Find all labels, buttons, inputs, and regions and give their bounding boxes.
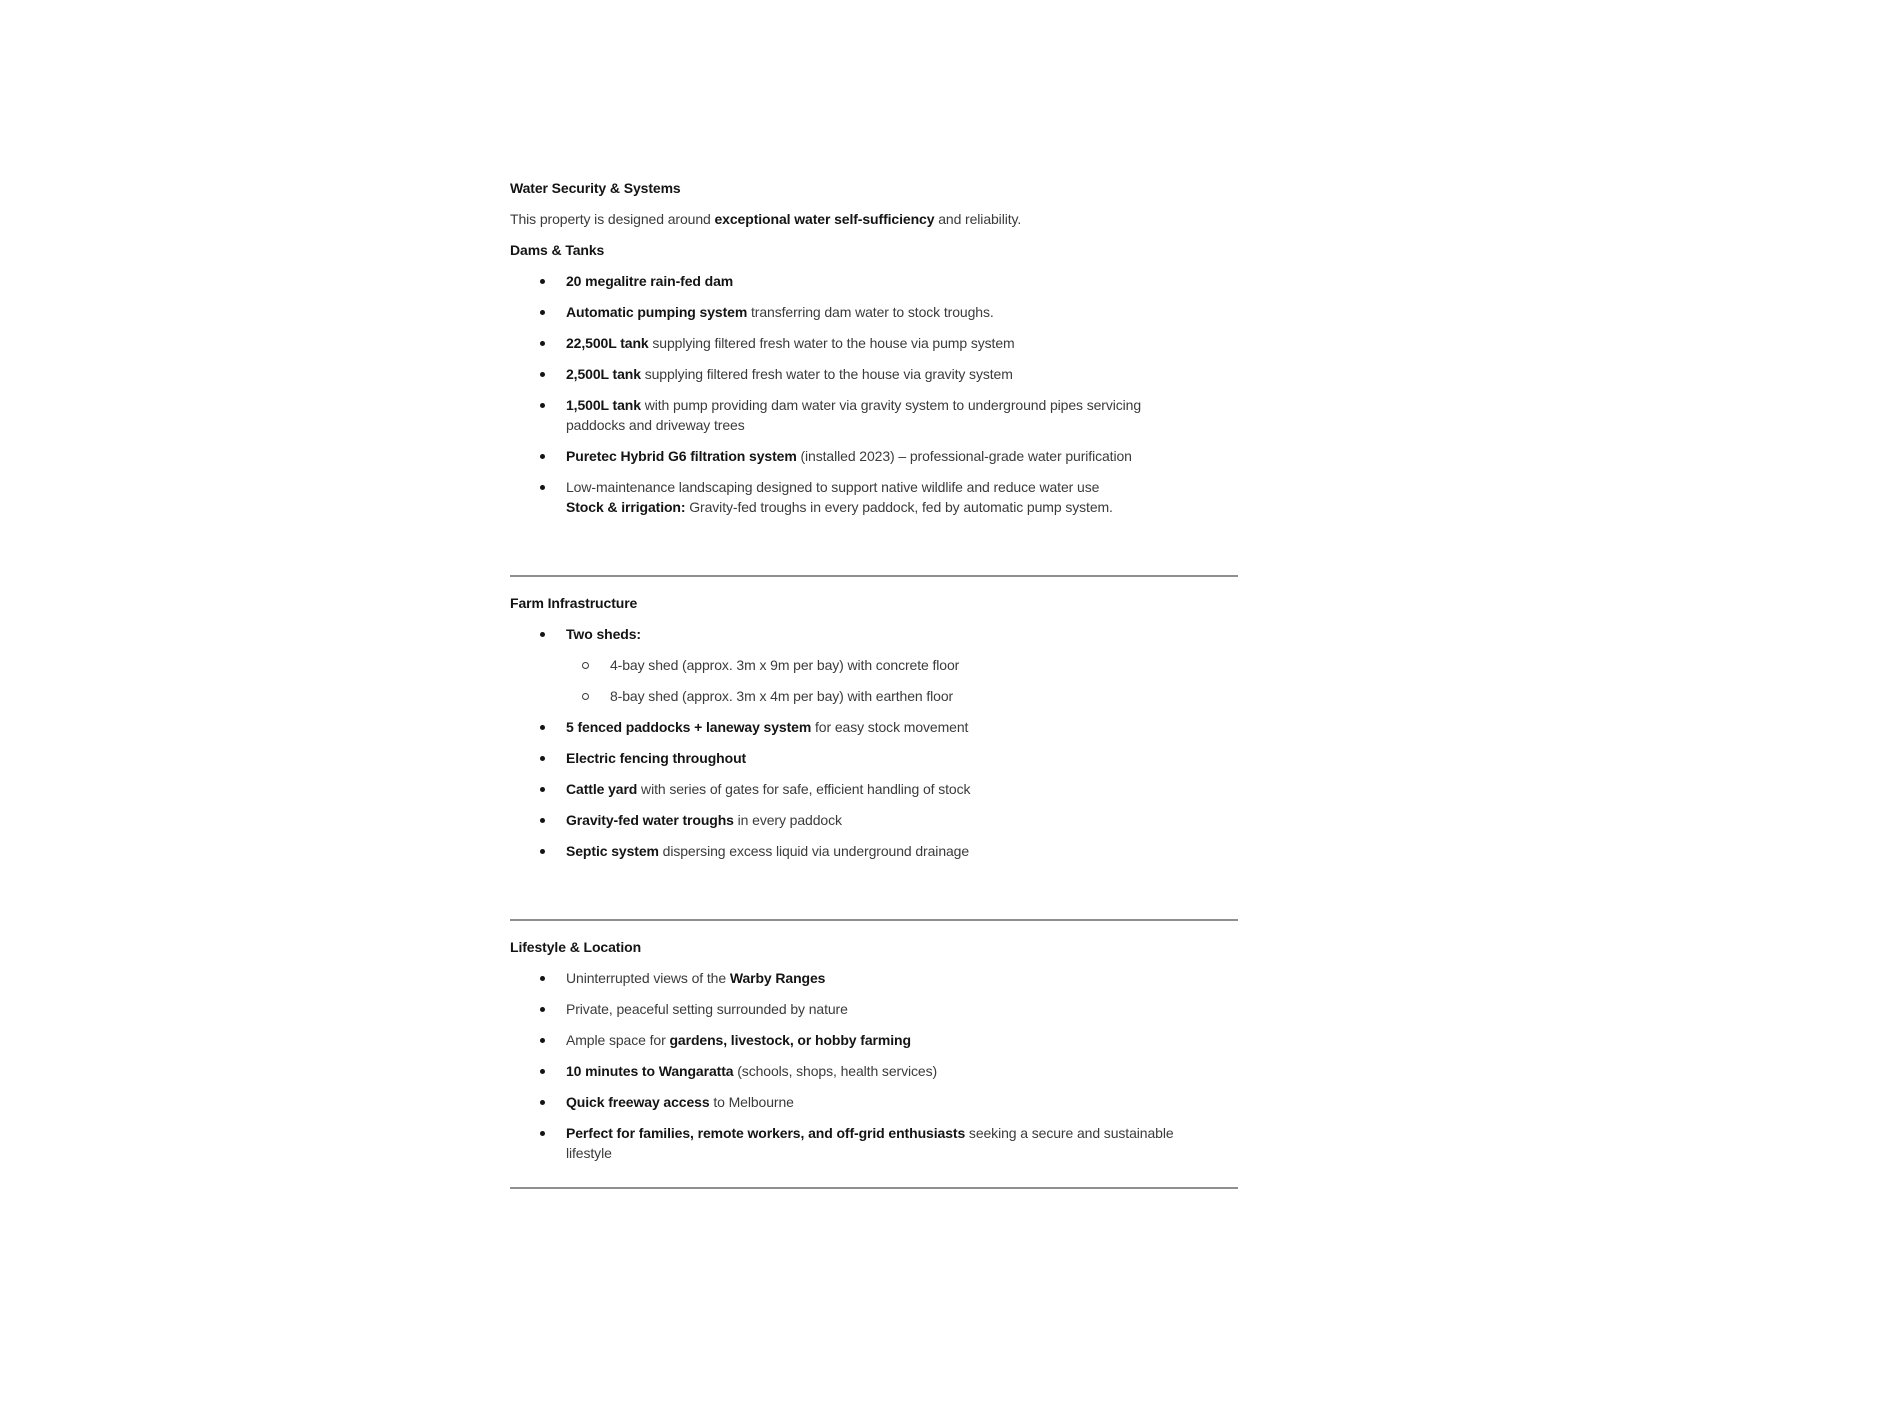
list-item xyxy=(510,271,1310,291)
bullet-icon xyxy=(540,302,566,315)
list-item-text: Two sheds: xyxy=(566,626,641,642)
document-page xyxy=(510,178,1310,1205)
list-item-text: Gravity-fed water troughs in every paddock xyxy=(566,812,842,828)
list-item-text: 1,500L tank with pump providing dam water via gravity system to underground pipes servicing paddocks and driveway trees xyxy=(566,397,1142,433)
list-item-text: Ample space for gardens, livestock, or hobby farming xyxy=(566,1032,911,1048)
list-item xyxy=(510,999,1310,1019)
section-divider xyxy=(510,1187,1238,1189)
list-item-text: 22,500L tank supplying filtered fresh water to the house via pump system xyxy=(566,335,1015,351)
list-item xyxy=(510,446,1310,466)
paragraph xyxy=(510,209,1310,229)
list-item-text: 2,500L tank supplying filtered fresh water to the house via gravity system xyxy=(566,366,1013,382)
circle-bullet-icon xyxy=(582,655,610,669)
section-heading-text: Dams & Tanks xyxy=(510,242,605,258)
bullet-icon xyxy=(540,271,566,284)
bullet-icon xyxy=(540,999,566,1012)
list-item xyxy=(510,302,1310,322)
section-divider xyxy=(510,919,1238,921)
section-heading-text: Lifestyle & Location xyxy=(510,939,642,955)
bullet-icon xyxy=(540,810,566,823)
list-item xyxy=(510,1123,1310,1163)
sub-list-item-text: 8-bay shed (approx. 3m x 4m per bay) with earthen floor xyxy=(610,688,954,704)
bullet-icon xyxy=(540,1123,566,1136)
list-item xyxy=(510,1061,1310,1081)
list-item-text: Uninterrupted views of the Warby Ranges xyxy=(566,970,826,986)
bullet-icon xyxy=(540,333,566,346)
list-item-text: Low-maintenance landscaping designed to support native wildlife and reduce water use Stock & irrigation: Gravity-fed troughs in every paddock, fed by automatic pump system. xyxy=(566,479,1113,515)
list-item xyxy=(510,624,1310,644)
section-heading xyxy=(510,178,1310,198)
list-item xyxy=(510,477,1310,517)
list-item xyxy=(510,395,1310,435)
list-item xyxy=(510,841,1310,861)
list-item xyxy=(510,1092,1310,1112)
section-heading-text: Farm Infrastructure xyxy=(510,595,638,611)
sub-list-item xyxy=(510,655,1310,675)
section-heading xyxy=(510,937,1310,957)
bullet-icon xyxy=(540,717,566,730)
bullet-icon xyxy=(540,624,566,637)
sub-list-item-text: 4-bay shed (approx. 3m x 9m per bay) with concrete floor xyxy=(610,657,960,673)
list-item xyxy=(510,968,1310,988)
bullet-icon xyxy=(540,968,566,981)
list-item xyxy=(510,717,1310,737)
bullet-icon xyxy=(540,477,566,490)
bullet-icon xyxy=(540,1030,566,1043)
list-item-text: 5 fenced paddocks + laneway system for easy stock movement xyxy=(566,719,969,735)
list-item-text: Septic system dispersing excess liquid via underground drainage xyxy=(566,843,970,859)
list-item xyxy=(510,748,1310,768)
list-item-text: Perfect for families, remote workers, and off-grid enthusiasts seeking a secure and sustainable lifestyle xyxy=(566,1125,1174,1161)
list-item-text: Cattle yard with series of gates for safe, efficient handling of stock xyxy=(566,781,971,797)
list-item-text: Automatic pumping system transferring dam water to stock troughs. xyxy=(566,304,994,320)
list-item xyxy=(510,1030,1310,1050)
section-heading xyxy=(510,593,1310,613)
circle-bullet-icon xyxy=(582,686,610,700)
list-item-text: Private, peaceful setting surrounded by nature xyxy=(566,1001,848,1017)
bullet-icon xyxy=(540,841,566,854)
list-item xyxy=(510,364,1310,384)
bullet-icon xyxy=(540,395,566,408)
bullet-icon xyxy=(540,364,566,377)
bullet-icon xyxy=(540,779,566,792)
bullet-icon xyxy=(540,446,566,459)
bullet-icon xyxy=(540,1092,566,1105)
list-item-text: 20 megalitre rain-fed dam xyxy=(566,273,734,289)
list-item xyxy=(510,810,1310,830)
section-heading xyxy=(510,240,1310,260)
bullet-icon xyxy=(540,1061,566,1074)
paragraph-text: This property is designed around exceptional water self-sufficiency and reliability. xyxy=(510,211,1022,227)
list-item xyxy=(510,333,1310,353)
sub-list-item xyxy=(510,686,1310,706)
list-item-text: Puretec Hybrid G6 filtration system (installed 2023) – professional-grade water purification xyxy=(566,448,1132,464)
list-item-text: Electric fencing throughout xyxy=(566,750,747,766)
list-item-text: 10 minutes to Wangaratta (schools, shops, health services) xyxy=(566,1063,938,1079)
bullet-icon xyxy=(540,748,566,761)
list-item xyxy=(510,779,1310,799)
list-item-text: Quick freeway access to Melbourne xyxy=(566,1094,794,1110)
section-divider xyxy=(510,575,1238,577)
section-heading-text: Water Security & Systems xyxy=(510,180,681,196)
